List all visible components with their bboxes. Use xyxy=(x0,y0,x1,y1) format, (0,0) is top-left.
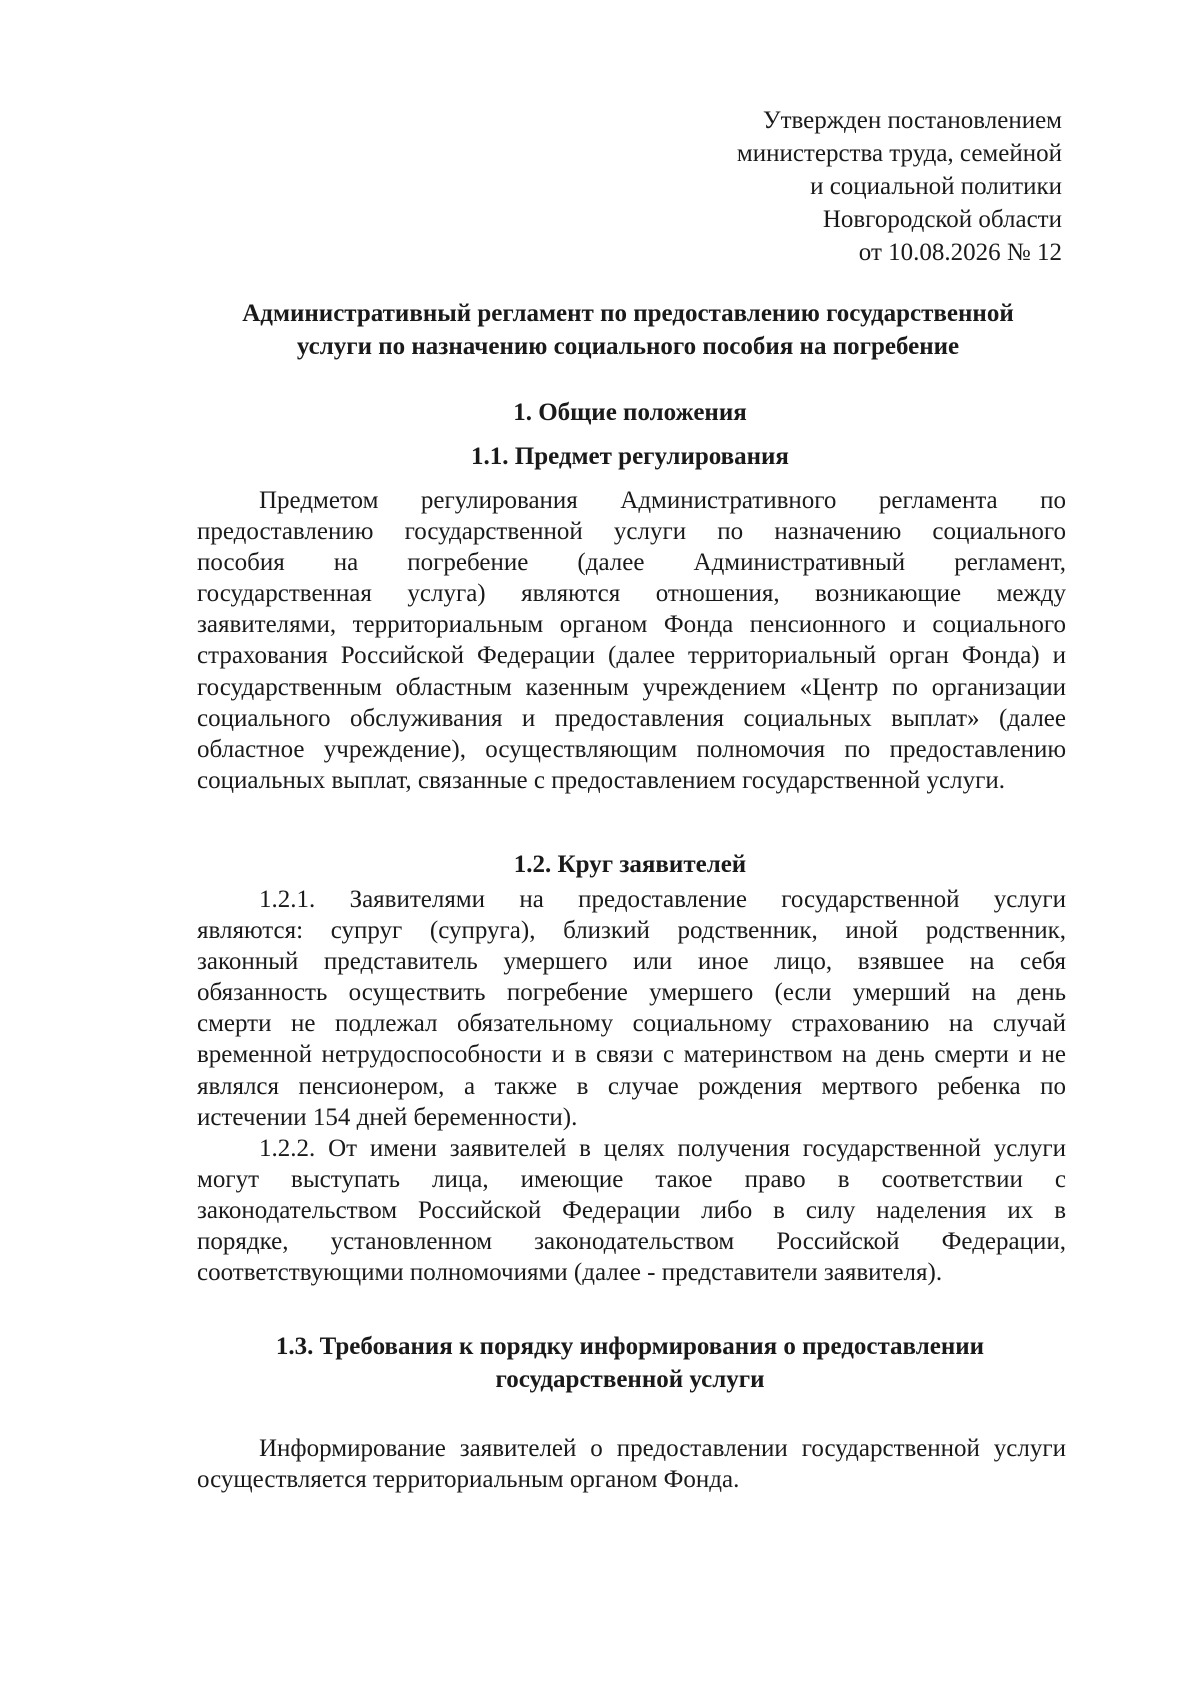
section-heading xyxy=(190,396,1070,429)
section-heading-text: 1. Общие положения xyxy=(513,399,747,426)
paragraph-line: осуществляется территориальным органом Фонда. xyxy=(197,1466,740,1494)
subsection-heading-text: 1.1. Предмет регулирования xyxy=(471,443,789,470)
paragraph-line: обязанность осуществить погребение умершего (если умерший на день xyxy=(197,979,1066,1007)
paragraph-line: предоставлению государственной услуги по назначению социального xyxy=(197,518,1066,546)
paragraph-line: порядке, установленном законодательством Российской Федерации, xyxy=(197,1228,1066,1256)
paragraph-informing xyxy=(197,1433,1066,1495)
subsection-heading xyxy=(190,848,1070,881)
document-title xyxy=(178,297,1078,363)
paragraph-line: смерти не подлежал обязательному социальному страхованию на случай xyxy=(197,1010,1066,1038)
paragraph-line: соответствующими полномочиями (далее - представители заявителя). xyxy=(197,1259,943,1287)
paragraph-line: 1.2.1. Заявителями на предоставление государственной услуги xyxy=(259,886,1066,913)
paragraph-line: Информирование заявителей о предоставлении государственной услуги xyxy=(259,1435,1066,1462)
paragraph-representatives xyxy=(197,1133,1066,1288)
paragraph-line: законодательством Российской Федерации либо в силу наделения их в xyxy=(197,1197,1066,1225)
paragraph-line: временной нетрудоспособности и в связи с материнством на день смерти и не xyxy=(197,1041,1066,1069)
paragraph-line: пособия на погребение (далее Административный регламент, xyxy=(197,549,1066,577)
paragraph-line: страхования Российской Федерации (далее территориальный орган Фонда) и xyxy=(197,642,1066,670)
approval-line: министерства труда, семейной xyxy=(736,140,1062,167)
paragraph-subject xyxy=(197,485,1066,796)
document-title-line: услуги по назначению социального пособия на погребение xyxy=(296,333,960,360)
approval-stamp-block xyxy=(502,104,1062,269)
approval-line: Утвержден постановлением xyxy=(762,107,1062,134)
paragraph-line: областное учреждение), осуществляющим полномочия по предоставлению xyxy=(197,735,1066,763)
document-title-line: Административный регламент по предоставлению государственной xyxy=(242,300,1014,327)
paragraph-line: являлся пенсионером, а также в случае рождения мертвого ребенка по xyxy=(197,1072,1066,1100)
paragraph-line: законный представитель умершего или иное лицо, взявшее на себя xyxy=(197,948,1066,976)
paragraph-line: государственная услуга) являются отношения, возникающие между xyxy=(197,580,1066,608)
paragraph-line: являются: супруг (супруга), близкий родственник, иной родственник, xyxy=(197,917,1066,945)
paragraph-line: могут выступать лица, имеющие такое право в соответствии с xyxy=(197,1166,1066,1194)
subsection-heading-text: государственной услуги xyxy=(495,1366,765,1393)
paragraph-line: государственным областным казенным учреждением «Центр по организации xyxy=(197,673,1066,701)
subsection-heading xyxy=(190,1330,1070,1396)
approval-line: от 10.08.2026 № 12 xyxy=(858,239,1062,266)
subsection-heading-text: 1.3. Требования к порядку информирования о предоставлении xyxy=(275,1333,985,1360)
paragraph-line: социальных выплат, связанные с предоставлением государственной услуги. xyxy=(197,766,1005,794)
approval-line: Новгородской области xyxy=(822,206,1062,233)
paragraph-line: заявителями, территориальным органом Фонда пенсионного и социального xyxy=(197,611,1066,639)
subsection-heading-text: 1.2. Круг заявителей xyxy=(513,851,747,878)
paragraph-line: истечении 154 дней беременности). xyxy=(197,1103,578,1131)
approval-line: и социальной политики xyxy=(810,173,1062,200)
paragraph-line: 1.2.2. От имени заявителей в целях получения государственной услуги xyxy=(259,1135,1066,1162)
paragraph-applicants xyxy=(197,884,1066,1133)
paragraph-line: Предметом регулирования Административного регламента по xyxy=(259,487,1066,514)
paragraph-line: социального обслуживания и предоставления социальных выплат» (далее xyxy=(197,704,1066,732)
subsection-heading xyxy=(190,440,1070,473)
